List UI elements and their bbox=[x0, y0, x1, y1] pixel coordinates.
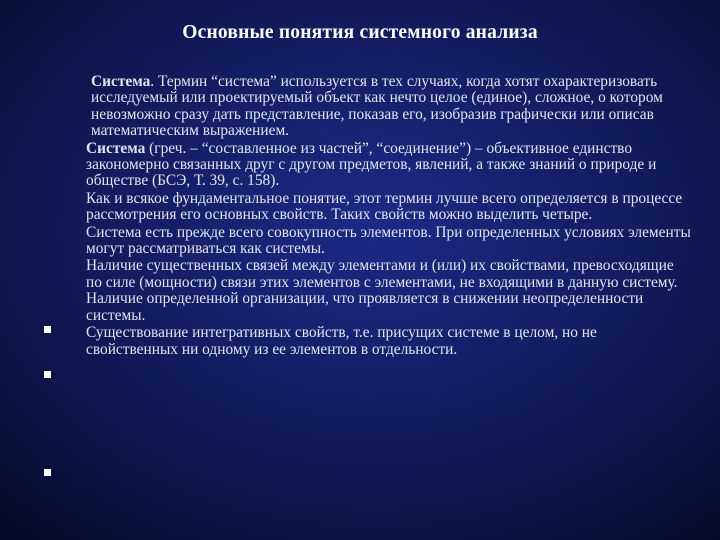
slide-title: Основные понятия системного анализа bbox=[182, 22, 538, 43]
definition-paragraph-1 bbox=[86, 74, 692, 140]
slide-body bbox=[86, 74, 692, 358]
square-bullet-icon bbox=[44, 371, 51, 378]
square-bullet-icon bbox=[44, 326, 51, 333]
definition-paragraph-2 bbox=[86, 141, 692, 190]
definition-text-1: . Термин “система” используется в тех случаях, когда хотят охарактеризовать исследуемый или проектируемый объект как нечто целое (единое), сложное, о котором невозможно сразу дать представление, показав его, изобразив графически или описав математическим выражением. bbox=[91, 73, 663, 140]
term-system-2: Система bbox=[86, 139, 146, 157]
square-bullet-icon bbox=[44, 469, 51, 476]
property-item-3: Существование интегративных свойств, т.е. присущих системе в целом, но не свойственных ни одному из ее элементов в отдельности. bbox=[86, 324, 597, 358]
property-item-2: Наличие существенных связей между элементами и (или) их свойствами, превосходящие по силе (мощности) связи этих элементов с элементами, не входящими в данную систему. Наличие определенной организации, что проявляется в снижении неопределенности системы. bbox=[86, 257, 678, 324]
definition-text-2: (греч. – “составленное из частей”, “соединение”) – объективное единство закономерно связанных друг с другом предметов, явлений, а также знаний о природе и обществе (БСЭ, Т. 39, с. 158). bbox=[86, 139, 657, 190]
term-system-1: Система bbox=[91, 73, 151, 90]
property-item-1: Система есть прежде всего совокупность элементов. При определенных условиях элементы могут рассматриваться как системы. bbox=[86, 223, 691, 258]
intro-properties-paragraph: Как и всякое фундаментальное понятие, этот термин лучше всего определяется в процессе рассмотрения его основных свойств. Таких свойств можно выделить четыре. bbox=[86, 189, 683, 224]
